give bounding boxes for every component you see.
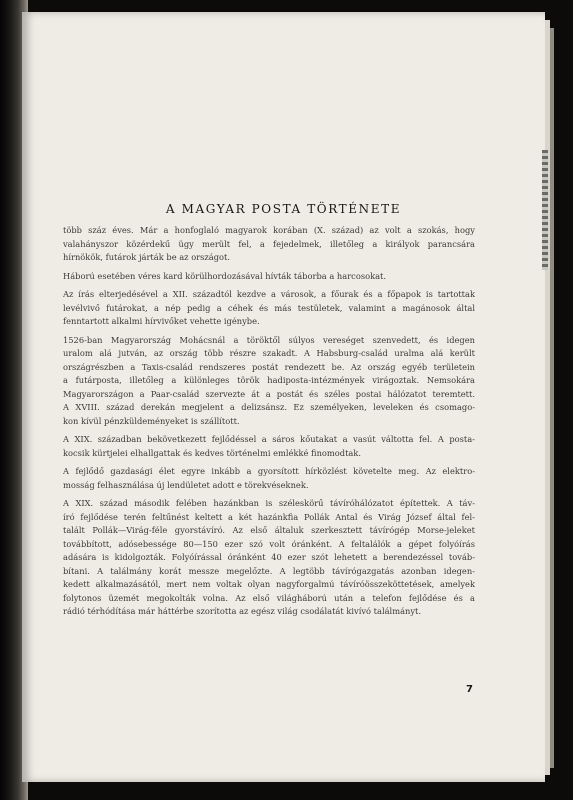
paragraph bbox=[63, 465, 475, 492]
text-line: A XIX. század második felében hazánkban is széleskörű távíróhálózatot építettek. A táv- bbox=[63, 498, 475, 508]
text-line: kedett alkalmazásától, mert nem voltak olyan nagyforgalmú távíróösszeköttetések, amelyek bbox=[63, 579, 475, 589]
text-line: uralom alá jutván, az ország több részre szakadt. A Habsburg-család uralma alá került bbox=[63, 348, 475, 358]
paragraph bbox=[63, 288, 475, 329]
text-line: Az írás elterjedésével a XII. századtól kezdve a városok, a főurak és a főpapok is tartottak bbox=[63, 289, 475, 299]
text-line: kon kívül pénzküldeményeket is szállított. bbox=[63, 415, 240, 426]
paragraph bbox=[63, 270, 475, 284]
text-line: talált Pollák—Virág-féle gyorstávíró. Az első általuk szerkesztett távírógép Morse-jeleket bbox=[63, 525, 475, 535]
text-line: több száz éves. Már a honfoglaló magyarok korában (X. század) az volt a szokás, hogy bbox=[63, 225, 475, 235]
text-line: továbbított, adósebessége 80—150 ezer szó volt óránként. A feltalálók a gépet folyóírás bbox=[63, 538, 475, 549]
text-line: A XIX. században bekövetkezett fejlődéssel a sáros kőutakat a vasút váltotta fel. A posta- bbox=[63, 434, 475, 444]
page-edge-shadow bbox=[550, 28, 554, 768]
text-line: kocsik kürtjelei elhallgattak és kedves történelmi emlékké finomodtak. bbox=[63, 447, 362, 458]
text-line: a futárposta, illetőleg a különleges török hadiposta-intézmények virágoztak. Nemsokára bbox=[63, 375, 475, 385]
paragraph bbox=[63, 334, 475, 429]
text-line: levélvivő futárokat, a nép pedig a céhek és más testületek, valamint a magánosok által bbox=[63, 302, 475, 313]
paragraph bbox=[63, 224, 475, 265]
text-line: Magyarországon a Paar-család szervezte át a postát és széles postai hálózatot teremtett. bbox=[63, 388, 475, 399]
text-line: valahányszor közérdekű ügy merült fel, a fejedelmek, illetőleg a királyok parancsára bbox=[63, 238, 475, 249]
text-line: bítani. A találmány korát messze megelőzte. A legtöbb távírógazgatás azonban idegen- bbox=[63, 565, 475, 576]
text-line: hírnökök, futárok járták be az országot. bbox=[63, 252, 231, 262]
page-number: 7 bbox=[466, 684, 473, 695]
text-line: folytonos üzemét megokolták volna. Az első világháború után a telefon fejlődése és a bbox=[63, 592, 475, 603]
text-line: A fejlődő gazdasági élet egyre inkább a gyorsított hírközlést követelte meg. Az elektro- bbox=[63, 466, 475, 476]
paragraph bbox=[63, 497, 475, 619]
text-line: 1526-ban Magyarország Mohácsnál a töröktől súlyos vereséget szenvedett, és idegen bbox=[63, 334, 475, 345]
text-line: adására is kidolgozták. Folyóírással óránként 40 ezer szót lehetett a berendezéssel továb- bbox=[63, 552, 475, 562]
text-line: A XVIII. század derekán megjelent a delizsánsz. Ez személyeken, leveleken és csomago- bbox=[63, 402, 475, 412]
text-line: Háború esetében véres kard körülhordozásával hívták táborba a harcosokat. bbox=[63, 270, 387, 281]
page-title: A MAGYAR POSTA TÖRTÉNETE bbox=[165, 202, 402, 216]
text-line: író fejlődése terén feltűnést keltett a két hazánkfia Pollák Antal és Virág József által fel- bbox=[63, 511, 475, 522]
text-line: országrészben a Taxis-család rendszeres postát rendezett be. Az ország egyéb területein bbox=[63, 361, 475, 372]
paragraph bbox=[63, 433, 475, 460]
body-text bbox=[63, 224, 475, 624]
text-line: mosság felhasználása új lendületet adott e törekvéseknek. bbox=[63, 479, 309, 490]
text-line: fenntartott alkalmi hírvivőket vehette igénybe. bbox=[63, 316, 260, 326]
text-line: rádió térhódítása már háttérbe szorította az egész világ csodálatát kivívó találmányt. bbox=[63, 606, 422, 616]
